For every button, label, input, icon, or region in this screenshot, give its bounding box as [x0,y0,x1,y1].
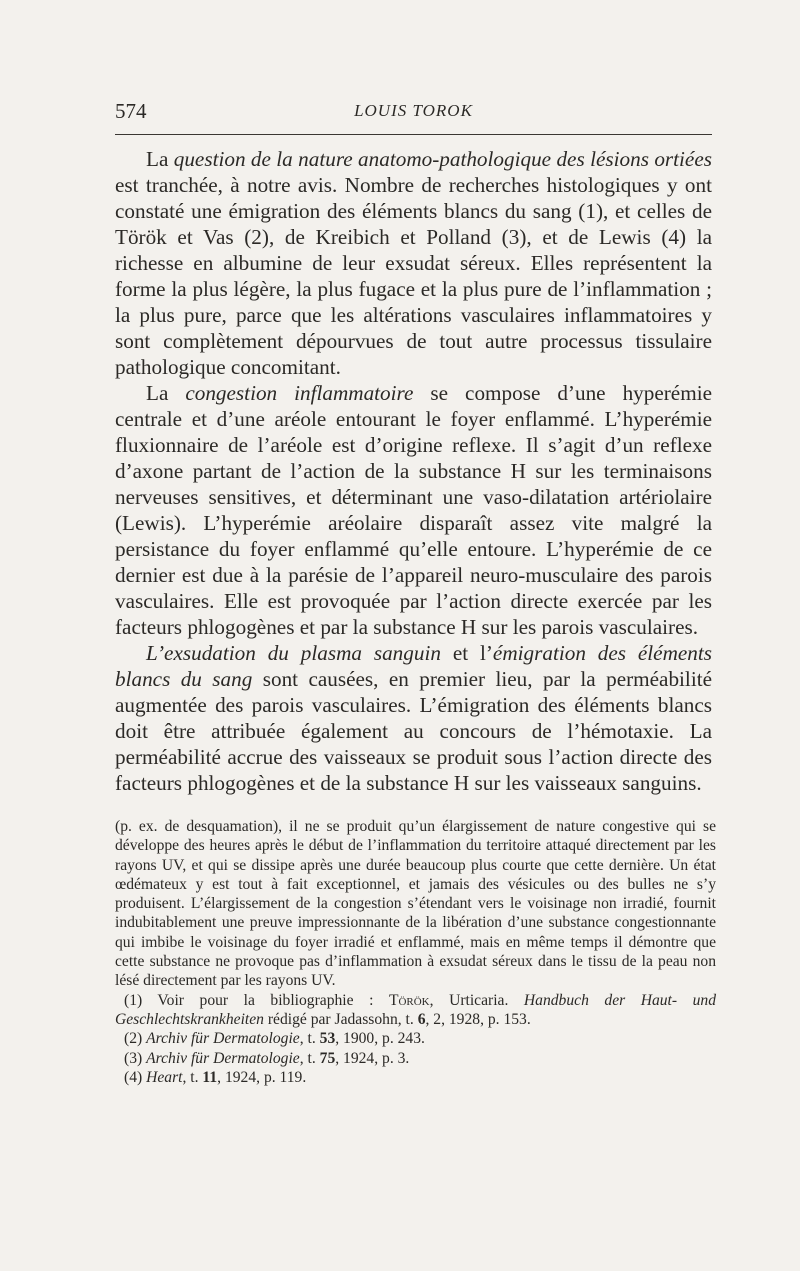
main-text [115,146,712,796]
emphasis: congestion inflammatoire [185,381,414,405]
emphasis: question de la nature anatomo-pathologique des lésions ortiées [173,147,712,171]
emphasis: émigration des éléments blancs du sang [115,641,713,691]
paragraph-3: L’exsudation du plasma sanguin et l’émigration des éléments blancs du sang sont causées, en premier lieu, par la perméabilité augmentée des parois vasculaires. L’émigration des éléments blancs doit être attribuée également au concours de l’hémotaxie. La perméabilité accrue des vaisseaux se produit sous l’action directe des facteurs phlogogènes et de la substance H sur les vaisseaux sanguins. [115,641,713,795]
emphasis: L’exsudation du plasma sanguin [146,641,441,665]
reference-title: Heart [146,1068,183,1086]
volume: 75 [319,1049,336,1067]
reference-title: Archiv für Dermatologie [146,1030,300,1048]
footnote-continuation: (p. ex. de desquamation), il ne se produit qu’un élargissement de nature congestive qui se développe des heures après le début de l’inflammation du territoire attaqué directement par les rayons UV, et qui se dissipe après une durée beaucoup plus courte que cette dernière. Un état œdémateux y est tout à fait exceptionnel, et jamais des vésicules ou des bulles ne s’y produisent. L’élargissement de la congestion s’étendant vers le voisinage non irradié, fournit indubitablement une preuve impressionnante de la libération d’une substance congestionnante qui imbibe le voisinage du foyer irradié et enflammé, mais en même temps il démontre que cette substance ne provoque pas d’inflammation à exsudat séreux dans le tissu de la peau non lésé directement par les rayons UV. [115,818,716,990]
footnote-3: (3) Archiv für Dermatologie, t. 75, 1924, p. 3. [124,1049,410,1067]
header-rule [115,134,712,135]
page-number: 574 [115,99,147,123]
page-header [115,99,712,125]
footnote-1: (1) Voir pour la bibliographie : Török, Urticaria. Handbuch der Haut- und Geschlechtskrankheiten rédigé par Jadassohn, t. 6, 2, 1928, p. 153. [115,991,716,1028]
reference-title: Archiv für Dermatologie [146,1049,300,1067]
paragraph-1: La question de la nature anatomo-pathologique des lésions ortiées est tranchée, à notre avis. Nombre de recherches histologiques y ont constaté une émigration des éléments blancs du sang (1), et celles de Török et Vas (2), de Kreibich et Polland (3), et de Lewis (4) la richesse en albumine de leur exsudat séreux. Elles représentent la forme la plus légère, la plus fugace et la plus pure de l’inflammation ; la plus pure, parce que les altérations vasculaires inflammatoires y sont complètement dépourvues de tout autre processus tissulaire pathologique concomitant. [115,147,712,379]
author: Török [388,991,430,1009]
footnotes [115,817,716,1087]
footnote-4: (4) Heart, t. 11, 1924, p. 119. [124,1068,307,1086]
reference-title: Handbuch der Haut- und Geschlechtskrankheiten [115,991,716,1028]
volume: 6 [417,1010,426,1028]
volume: 53 [319,1030,336,1048]
paragraph-2: La congestion inflammatoire se compose d’une hyperémie centrale et d’une aréole entourant le foyer enflammé. L’hyperémie fluxionnaire de l’aréole est d’origine reflexe. Il s’agit d’un reflexe d’axone partant de l’action de la substance H sur les terminaisons nerveuses sensitives, et déterminant une vaso-dilatation artériolaire (Lewis). L’hyperémie aréolaire disparaît assez vite malgré la persistance du foyer enflammé qu’elle entoure. L’hyperémie de ce dernier est due à la parésie de l’appareil neuro-musculaire des parois vasculaires. Elle est provoquée par l’action directe exercée par les facteurs phlogogènes et par la substance H sur les parois vasculaires. [115,381,712,639]
footnote-2: (2) Archiv für Dermatologie, t. 53, 1900, p. 243. [124,1030,425,1048]
volume: 11 [202,1068,218,1086]
running-title: LOUIS TOROK [354,101,473,120]
